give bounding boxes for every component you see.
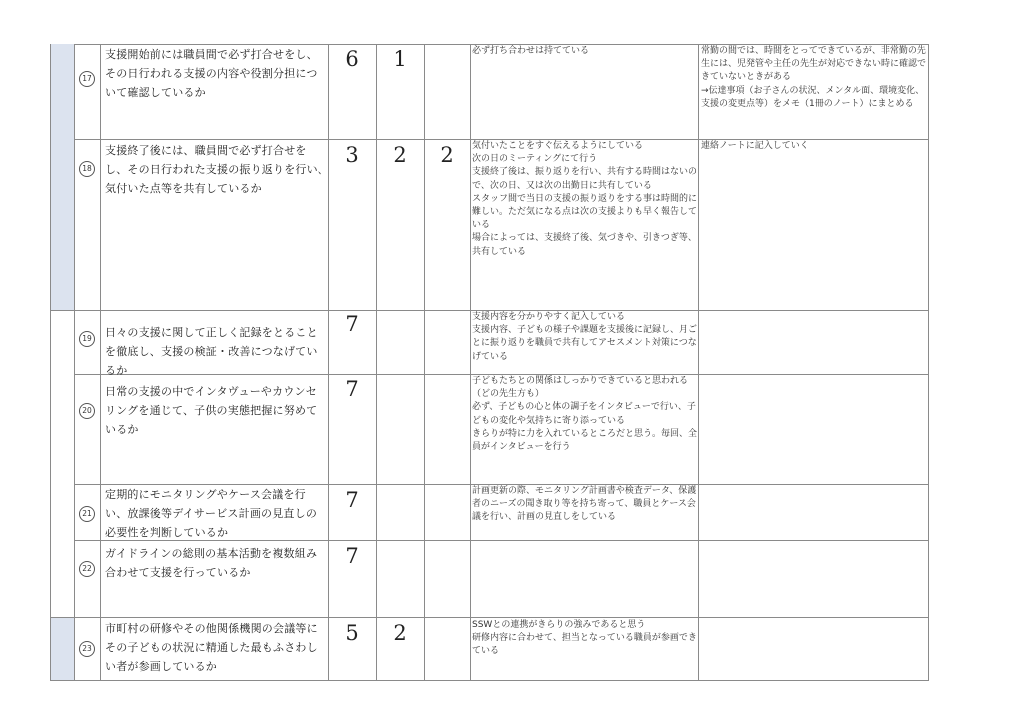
question-text: ガイドラインの総則の基本活動を複数組み合わせて支援を行っているか (105, 547, 318, 579)
question-text: 日々の支援に関して正しく記録をとることを徹底し、支援の検証・改善につなげているか (105, 326, 318, 377)
score-cell: 3 (345, 143, 359, 167)
score-cell: 2 (393, 143, 407, 167)
comment-text (472, 541, 697, 616)
score-cell: 1 (393, 47, 407, 71)
improvement-text: 連絡ノートに記入していく (701, 141, 809, 151)
improvement-text: 常勤の間では、時間をとってできているが、非常勤の先生には、児発管や主任の先生が対応できない時に確認できていないときがある →伝達事項（お子さんの状況、メンタル面、環境変化、支援の変更点等）をメモ（1冊のノート）にまとめる (701, 46, 926, 109)
grid-line (50, 44, 51, 680)
question-text: 定期的にモニタリングやケース会議を行い、放課後等デイサービス計画の見直しの必要性を判断しているか (105, 488, 318, 539)
improvement-text (701, 541, 926, 616)
comment-text: 必ず打ち合わせは持てている (472, 46, 590, 56)
category-band (50, 44, 74, 310)
comment-text: 支援内容を分かりやすく記入している 支援内容、子どもの様子や課題を支援後に記録し、月ごとに振り返りを職員で共有してアセスメント対策につなげている (472, 312, 697, 362)
question-text: 市町村の研修やその他関係機関の会議等にその子どもの状況に精通した最もふさわしい者が参画しているか (105, 622, 318, 673)
comment-text: 子どもたちとの関係はしっかりできていると思われる（どの先生方も） 必ず、子どもの心と体の調子をインタビューで行い、子どもの変化や気持ちに寄り添っている きらりが特に力を入れているところだと思う。毎回、全員がインタビューを行う (472, 376, 697, 453)
question-text: 支援終了後には、職員間で必ず打合せをし、その日行われた支援の振り返りを行い､気付いた点等を共有しているか (105, 144, 324, 195)
item-number: 18 (76, 161, 98, 177)
question-text: 支援開始前には職員間で必ず打合せをし、その日行われる支援の内容や役割分担について確認しているか (105, 48, 318, 99)
score-cell: 7 (345, 377, 359, 401)
score-cell: 7 (345, 312, 359, 336)
grid-line (50, 617, 929, 618)
item-number: 20 (76, 403, 98, 419)
score-cell: 2 (440, 143, 454, 167)
item-number: 19 (76, 331, 98, 347)
score-cell: 2 (393, 621, 407, 645)
category-band (50, 311, 74, 617)
improvement-text (701, 311, 926, 373)
question-text: 日常の支援の中でインタヴューやカウンセリングを通じて、子供の実態把握に努めているか (105, 385, 318, 436)
comment-text: 計画更新の際、モニタリング計画書や検査データ、保護者のニーズの聞き取り等を持ち寄って、職員とケース会議を行い、計画の見直しをしている (472, 486, 697, 523)
improvement-text (701, 485, 926, 539)
category-band (50, 618, 74, 680)
score-cell: 7 (345, 488, 359, 512)
item-number: 23 (76, 641, 98, 657)
improvement-text (701, 619, 926, 679)
comment-text: 気付いたことをすぐ伝えるようにしている 次の日のミーティングにて行う 支援終了後は、振り返りを行い、共有する時間はないので、次の日、又は次の出勤日に共有している スタッフ間で当日の支援の振り返りをする事は時間的に難しい。ただ気になる点は次の支援よりも早く報告している 場合によっては、支援終了後、気づきや、引きつぎ等、共有している (472, 141, 697, 257)
item-number: 17 (76, 71, 98, 87)
score-cell: 5 (345, 621, 359, 645)
comment-text: SSWとの連携がきらりの強みであると思う 研修内容に合わせて、担当となっている職員が参画できている (472, 620, 697, 657)
item-number: 22 (76, 561, 98, 577)
score-cell: 6 (345, 47, 359, 71)
item-number: 21 (76, 506, 98, 522)
improvement-text (701, 375, 926, 483)
score-cell: 7 (345, 544, 359, 568)
grid-line (50, 680, 929, 681)
